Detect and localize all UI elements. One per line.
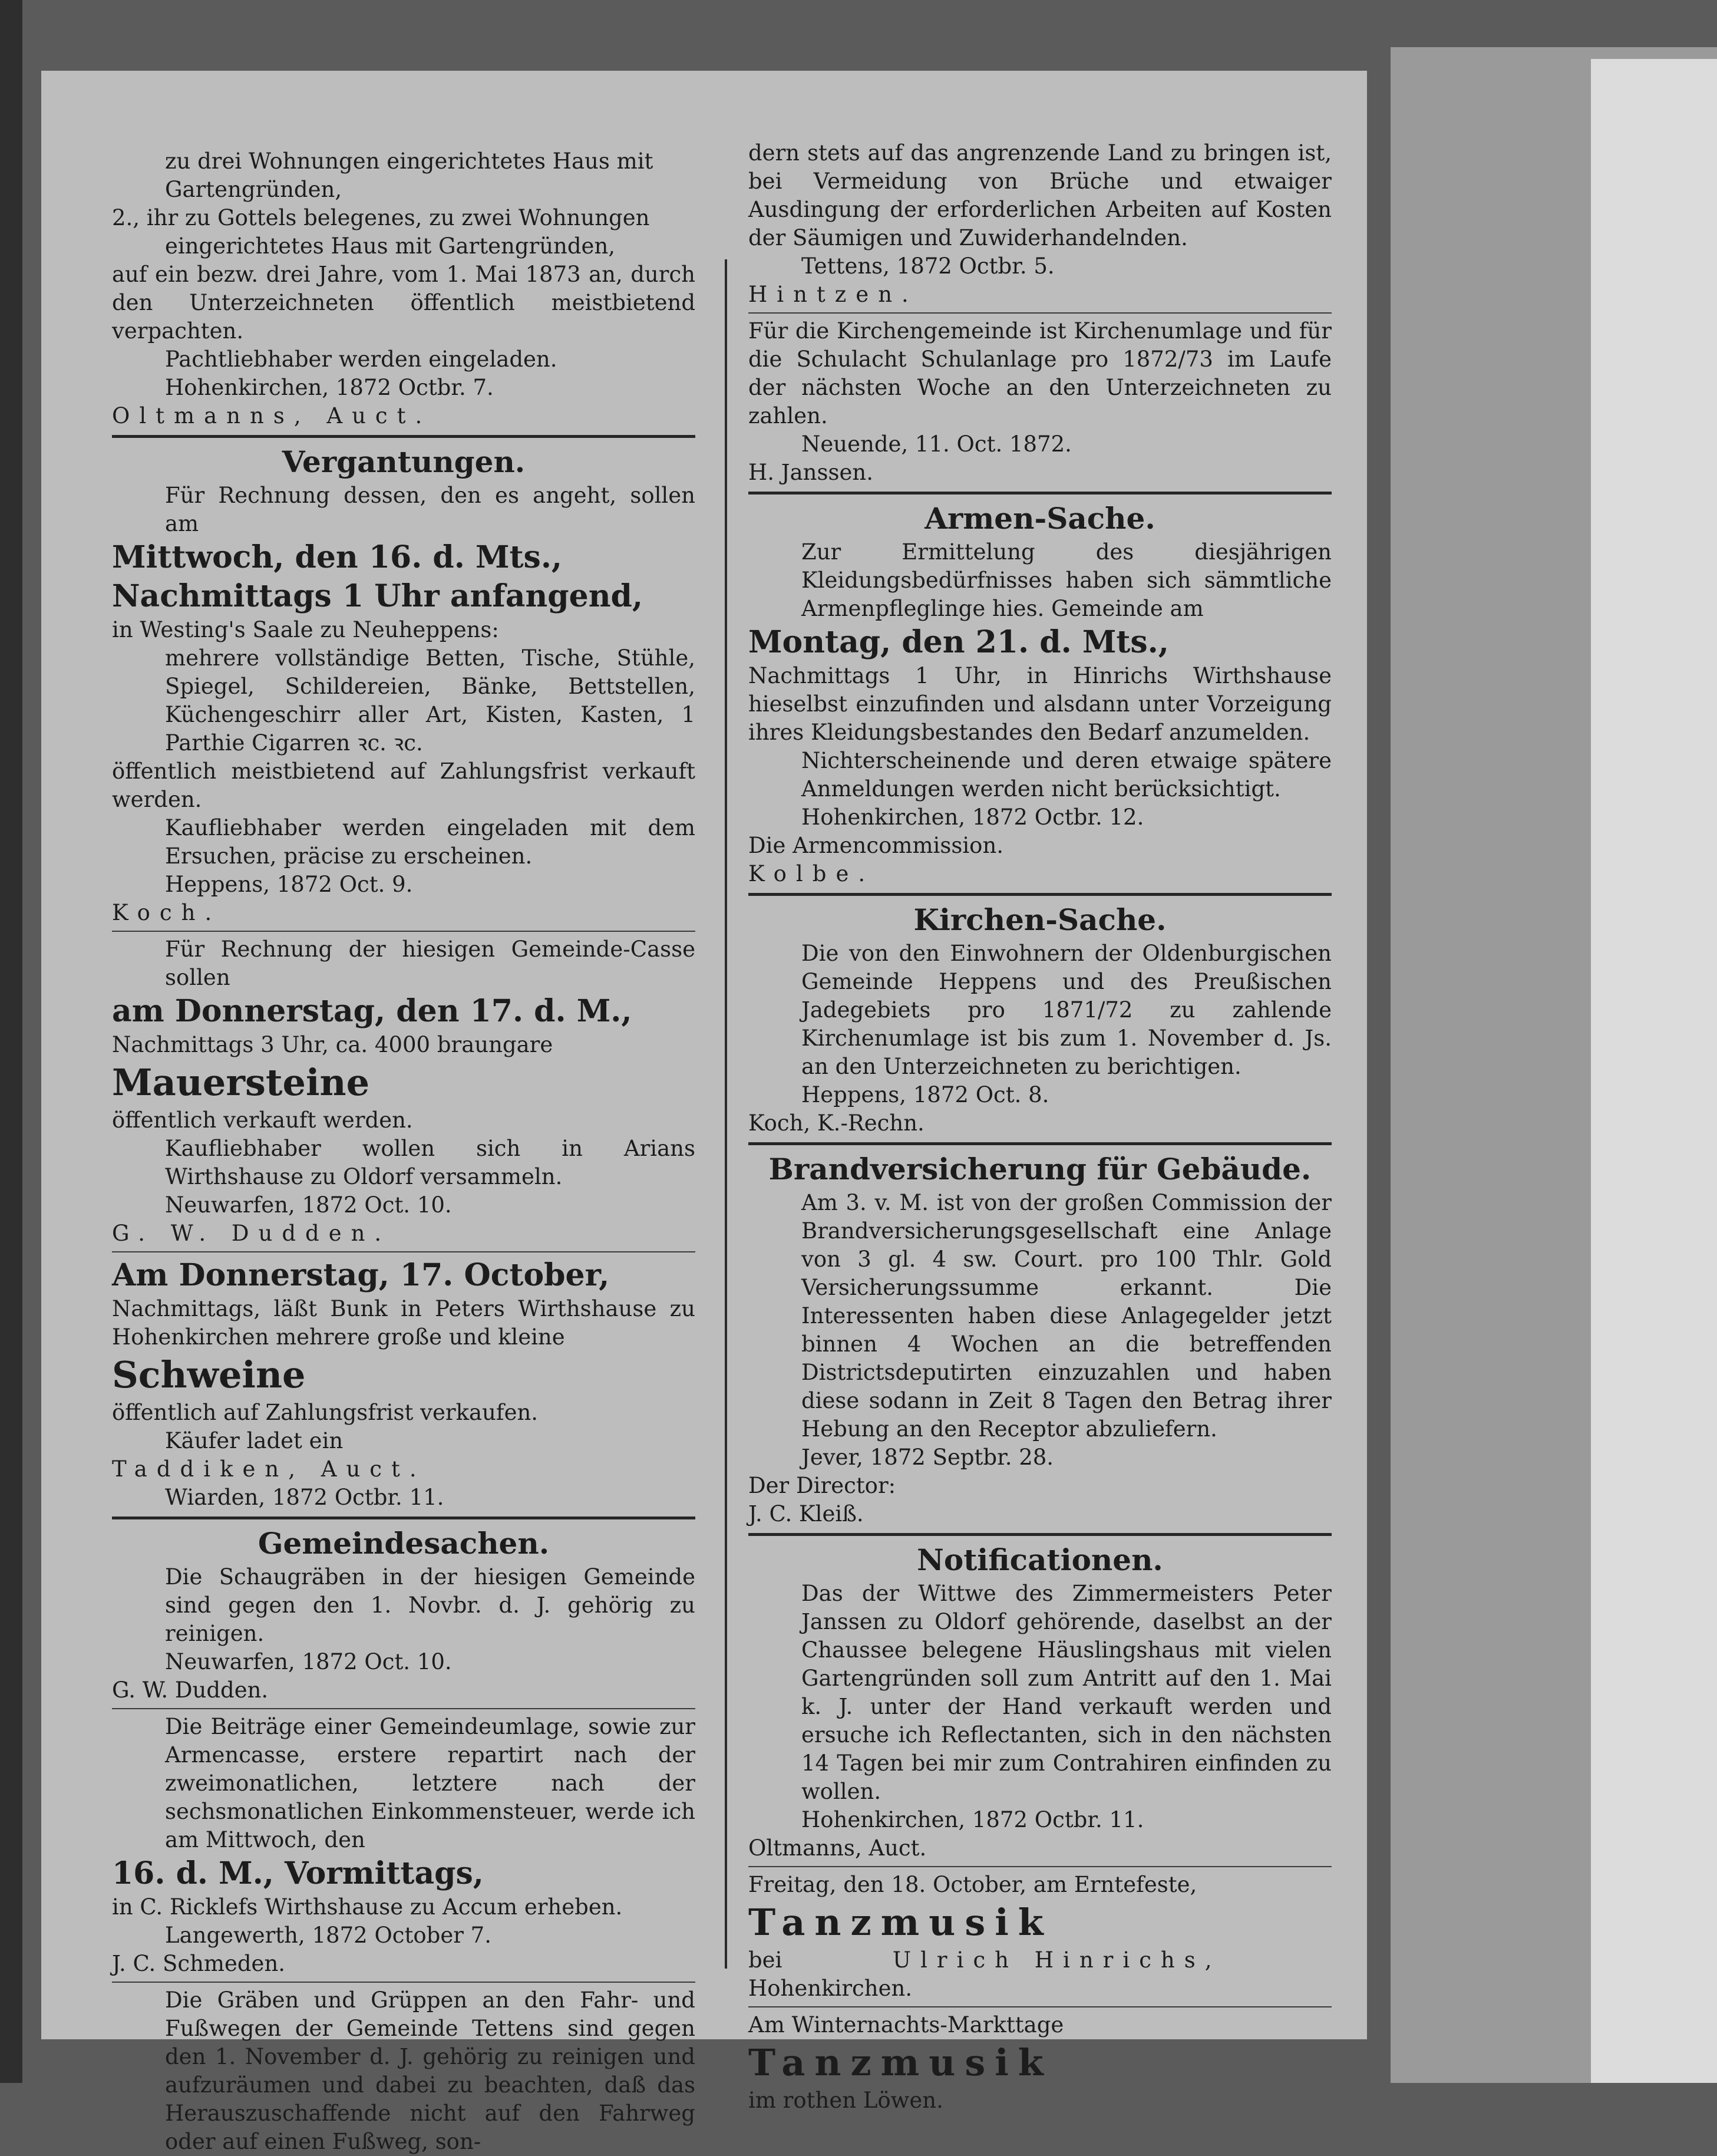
community-notice: [112, 1713, 695, 1978]
notice-text: Die Gräben und Grüppen an den Fahr- und Fußwegen der Gemeinde Tettens sind gegen den 1. November d. J. gehörig zu reinigen und aufzuräumen und dabei zu beachten, daß das Herauszuschaffende nicht auf den Fahrweg oder auf einen Fußweg, son-: [165, 1987, 695, 2154]
right-column: [748, 139, 1332, 2115]
rental-notice: [112, 147, 695, 430]
notice-organisation: Die Armencommission.: [748, 833, 1004, 858]
notice-date-large: Montag, den 21. d. Mts.,: [748, 624, 1169, 660]
community-notice: [112, 1986, 695, 2156]
host-line: [748, 1946, 1332, 1974]
notice-text: Zur Ermittelung des diesjährigen Kleidungsbedürfnisses haben sich sämmtliche Armenpfleglinge hies. Gemeinde am: [801, 539, 1332, 621]
notice-text: Die von den Einwohnern der Oldenburgischen Gemeinde Heppens und des Preußischen Jadegebiets pro 1871/72 zu zahlende Kirchenumlage ist bis zum 1. November d. Js. an den Unterzeichneten zu berichtigen.: [801, 941, 1332, 1079]
left-page-edge: [0, 0, 22, 2083]
section-rule: [112, 1517, 695, 1519]
notice-time: Nachmittags 3 Uhr, ca. 4000 braungare: [112, 1032, 553, 1057]
notice-date: Hohenkirchen, 1872 Octbr. 11.: [801, 1807, 1144, 1832]
section-rule: [748, 492, 1332, 495]
notice-date: Jever, 1872 Septbr. 28.: [801, 1445, 1054, 1470]
church-levy-notice: [748, 317, 1332, 487]
notice-signature: Oltmanns, Auct.: [112, 403, 432, 428]
notice-date: Hohenkirchen, 1872 Octbr. 12.: [801, 805, 1144, 830]
notice-text: Das der Wittwe des Zimmermeisters Peter Janssen zu Oldorf gehörende, daselbst an der Chaussee belegene Häuslingshaus mit vielen Gartengründen soll zum Antritt auf den 1. Mai k. J. unter der Hand verkauft werden und ersuche ich Reflectanten, sich in den nächsten 14 Tagen bei mir zum Contrahiren einfinden zu wollen.: [801, 1581, 1332, 1804]
section-rule: [748, 893, 1332, 896]
notice-signature: G. W. Dudden.: [112, 1677, 269, 1703]
section-rule: [112, 435, 695, 438]
notice-text: Nichterscheinende und deren etwaige spätere Anmeldungen werden nicht berücksichtigt.: [801, 748, 1332, 802]
newspaper-page: [41, 71, 1367, 2154]
notice-text: Nachmittags 1 Uhr, in Hinrichs Wirthshause hieselbst einzufinden und alsdann unter Vorzeigung ihres Kleidungsbestandes den Bedarf anzumelden.: [748, 663, 1332, 745]
notice-item-large: Mauersteine: [112, 1061, 370, 1104]
community-notice: [112, 1563, 695, 1705]
notice-sale: öffentlich auf Zahlungsfrist verkaufen.: [112, 1400, 539, 1425]
notice-place: im rothen Löwen.: [748, 2088, 943, 2113]
notice-rule: [748, 2006, 1332, 2007]
notice-text: Am 3. v. M. ist von der großen Commission der Brandversicherungsgesellschaft eine Anlage von 3 gl. 4 sw. Court. pro 100 Thlr. Gold Versicherungssumme erkannt. Die Interessenten haben diese Anlagegelder jetzt binnen 4 Wochen an die betreffenden Districtsdeputirten einzuzahlen und haben diese sodann in Zeit 8 Tagen den Betrag ihrer Hebung an den Receptor abzuliefern.: [801, 1190, 1332, 1442]
notice-text: Freitag, den 18. October, am Erntefeste,: [748, 1872, 1197, 1897]
text-line: zu drei Wohnungen eingerichtetes Haus mit: [165, 149, 653, 174]
notice-invite: Käufer ladet ein: [165, 1428, 344, 1453]
notice-rule: [112, 1982, 695, 1983]
notice-body: auf ein bezw. drei Jahre, vom 1. Mai 1873 an, durch den Unterzeichneten öffentlich meistbietend verpachten.: [112, 262, 695, 344]
host-prefix: bei: [748, 1947, 782, 1973]
section-heading: Kirchen-Sache.: [913, 902, 1167, 937]
section-rule: [748, 1533, 1332, 1536]
column-divider: [725, 259, 727, 1969]
notice-place: in Westing's Saale zu Neuheppens:: [112, 617, 499, 642]
notice-place: Hohenkirchen.: [748, 1976, 913, 2001]
notice-sale: öffentlich verkauft werden.: [112, 1107, 413, 1133]
notice-text: Für die Kirchengemeinde ist Kirchenumlage und für die Schulacht Schulanlage pro 1872/73 im Laufe der nächsten Woche an den Unterzeichneten zu zahlen.: [748, 318, 1332, 428]
notice-signature: Hintzen.: [748, 282, 918, 307]
notice-signature: J. C. Schmeden.: [112, 1951, 286, 1976]
left-column: [112, 147, 695, 2156]
speckled-cover: [1591, 59, 1717, 2083]
notice-item-large: Schweine: [112, 1353, 306, 1396]
section-rule: [748, 1142, 1332, 1145]
notice-date: Tettens, 1872 Octbr. 5.: [801, 253, 1055, 279]
auction-notice: [112, 482, 695, 927]
notice-signature: J. C. Kleiß.: [748, 1501, 864, 1527]
notice-date: Neuwarfen, 1872 Oct. 10.: [165, 1192, 452, 1218]
notice-text: Am Winternachts-Markttage: [748, 2012, 1064, 2038]
notice-date: Heppens, 1872 Oct. 8.: [801, 1082, 1049, 1107]
auction-notice: [112, 1256, 695, 1512]
dance-notice: [748, 1871, 1332, 2003]
notice-signature: Kolbe.: [748, 861, 875, 886]
notice-date: Neuwarfen, 1872 Oct. 10.: [165, 1649, 452, 1674]
notice-organisation: Der Director:: [748, 1473, 896, 1498]
section-heading: Vergantungen.: [282, 444, 526, 479]
section-heading: Gemeindesachen.: [257, 1526, 550, 1561]
notice-rule: [112, 1251, 695, 1252]
notice-rule: [112, 1708, 695, 1709]
dance-notice: [748, 2011, 1332, 2115]
notice-signature: Koch, K.-Rechn.: [748, 1110, 924, 1136]
section-heading: Brandversicherung für Gebäude.: [768, 1152, 1312, 1186]
text-line: 2., ihr zu Gottels belegenes, zu zwei Wohnungen: [112, 205, 650, 230]
notice-rule: [112, 931, 695, 932]
notice-items: mehrere vollständige Betten, Tische, Stühle, Spiegel, Schildereien, Bänke, Bettstellen, Küchengeschirr aller Art, Kisten, Kasten, 1 Parthie Cigarren ꝛc. ꝛc.: [165, 645, 695, 756]
notification-notice: [748, 1580, 1332, 1862]
notice-text: Die Beiträge einer Gemeindeumlage, sowie zur Armencasse, erstere repartirt nach der zweimonatlichen, letztere nach der sechsmonatlichen Einkommensteuer, werde ich am Mittwoch, den: [165, 1714, 695, 1852]
notice-intro: Für Rechnung der hiesigen Gemeinde-Casse sollen: [165, 937, 695, 990]
text-line: eingerichtetes Haus mit Gartengründen,: [165, 233, 616, 259]
notice-invite: Pachtliebhaber werden eingeladen.: [165, 347, 557, 372]
notice-date-large: am Donnerstag, den 17. d. M.,: [112, 993, 632, 1029]
notice-signature: Oltmanns, Auct.: [748, 1835, 927, 1861]
notice-signature: Koch.: [112, 900, 222, 925]
section-heading: Notificationen.: [917, 1542, 1163, 1577]
fire-insurance-notice: [748, 1189, 1332, 1528]
notice-date: Langewerth, 1872 October 7.: [165, 1923, 491, 1948]
notice-date-large: 16. d. M., Vormittags,: [112, 1855, 484, 1891]
auction-notice: [112, 935, 695, 1248]
notice-date: Wiarden, 1872 Octbr. 11.: [165, 1485, 444, 1510]
notice-signature: Taddiken, Auct.: [112, 1456, 426, 1482]
section-heading: Armen-Sache.: [924, 501, 1155, 536]
notice-text: Nachmittags, läßt Bunk in Peters Wirthshause zu Hohenkirchen mehrere große und kleine: [112, 1296, 695, 1350]
text-line: Gartengründen,: [165, 177, 342, 202]
notice-time-large: Nachmittags 1 Uhr anfangend,: [112, 578, 643, 614]
notice-signature: H. Janssen.: [748, 460, 873, 485]
notice-date: Hohenkirchen, 1872 Octbr. 7.: [165, 375, 494, 400]
community-notice-continued: [748, 139, 1332, 309]
notice-title-large: Tanzmusik: [748, 2041, 1053, 2084]
notice-title-large: Tanzmusik: [748, 1901, 1053, 1944]
notice-invite: Kaufliebhaber wollen sich in Arians Wirthshause zu Oldorf versammeln.: [165, 1136, 695, 1189]
church-notice: [748, 939, 1332, 1138]
notice-text: Die Schaugräben in der hiesigen Gemeinde sind gegen den 1. Novbr. d. J. gehörig zu reinigen.: [165, 1564, 695, 1646]
notice-intro: Für Rechnung dessen, den es angeht, sollen am: [165, 483, 695, 536]
notice-sale: öffentlich meistbietend auf Zahlungsfrist verkauft werden.: [112, 759, 695, 812]
notice-place: in C. Ricklefs Wirthshause zu Accum erheben.: [112, 1894, 623, 1920]
notice-date: Neuende, 11. Oct. 1872.: [801, 431, 1072, 457]
notice-rule: [748, 312, 1332, 314]
notice-invite: Kaufliebhaber werden eingeladen mit dem Ersuchen, präcise zu erscheinen.: [165, 815, 695, 869]
notice-date-large: Am Donnerstag, 17. October,: [112, 1257, 610, 1293]
notice-text: dern stets auf das angrenzende Land zu bringen ist, bei Vermeidung von Brüche und etwaiger Ausdingung der erforderlichen Arbeiten auf Kosten der Säumigen und Zuwiderhandelnden.: [748, 140, 1332, 250]
notice-date-large: Mittwoch, den 16. d. Mts.,: [112, 539, 563, 575]
notice-signature: G. W. Dudden.: [112, 1221, 391, 1246]
poor-relief-notice: [748, 538, 1332, 888]
notice-rule: [748, 1866, 1332, 1867]
notice-date: Heppens, 1872 Oct. 9.: [165, 872, 413, 897]
host-name: Ulrich Hinrichs,: [892, 1947, 1221, 1973]
